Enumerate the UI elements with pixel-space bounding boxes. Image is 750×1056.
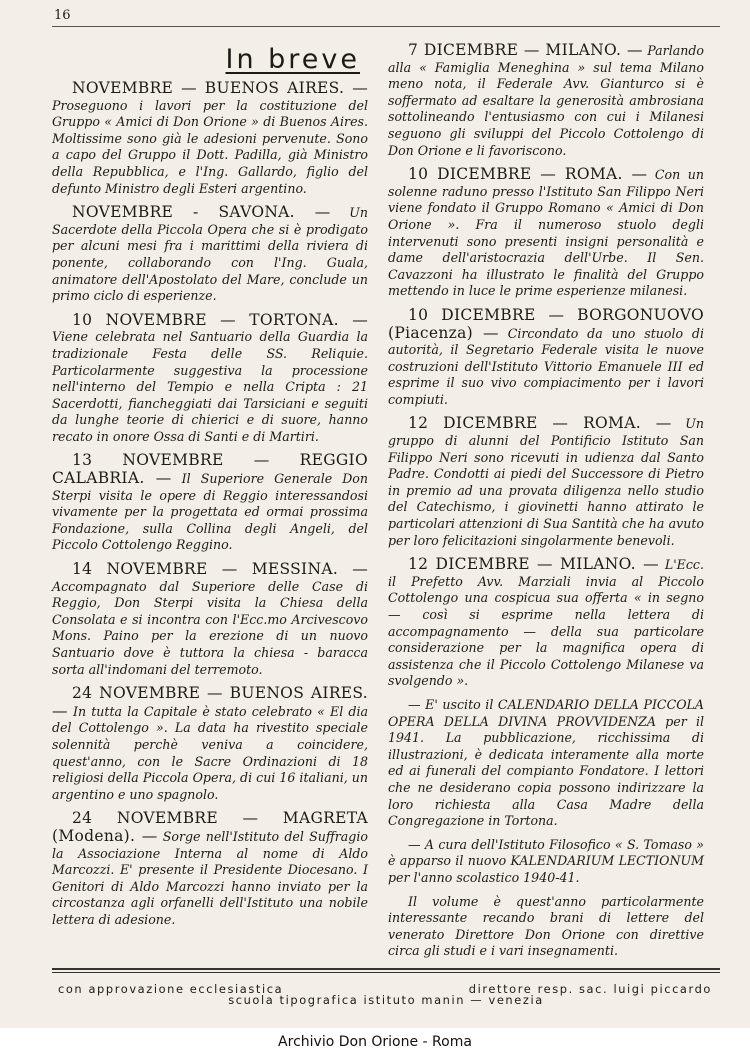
news-item-head: 10 DICEMBRE — ROMA. — xyxy=(408,165,648,184)
news-item-body: Viene celebrata nel Santuario della Guardia la tradizionale Festa delle SS. Reliquie. Particolarmente suggestiva la processione nell'interno del Tempio e nella Cripta : 21 Sacerdotti, fiancheggiati dai Tarsiciani e seguiti da lunghe teorie di chierici e di suore, hanno recato in onore Ossa di Santi e di Martiri. xyxy=(52,329,368,444)
news-item xyxy=(388,837,704,887)
news-item xyxy=(52,312,368,446)
bottom-rule-thin xyxy=(52,972,720,973)
news-item-head: 24 NOVEMBRE — MAGRETA (Modena). — xyxy=(52,809,368,845)
news-item-body: L'Ecc. il Prefetto Avv. Marziali invia al Piccolo Cottolengo una cospicua sua offerta « in segno — così si esprime nella lettera di accompagnamento — della sua particolare considerazione per la magnifica opera di assistenza che il Piccolo Cottolengo Milanese va svolgendo ». xyxy=(388,557,704,689)
page-number: 16 xyxy=(54,8,71,23)
news-item-body: Il Superiore Generale Don Sterpi visita le opere di Reggio interessandosi vivamente per la progettata ed ormai prossima Fondazione, sulla Collina degli Angeli, del Piccolo Cottolengo Reggino. xyxy=(52,471,368,553)
news-item xyxy=(52,80,368,197)
news-item xyxy=(388,697,704,830)
news-item-body: Con un solenne raduno presso l'Istituto San Filippo Neri viene fondato il Gruppo Romano « Amici di Don Orione ». Fra il numeroso stuolo degli intervenuti sono presenti insigni personalità e dame dell'aristocrazia dell'Urbe. Il Sen. Cavazzoni ha illustrato le finalità del Gruppo mettendo in luce le prime esperienze milanesi. xyxy=(388,167,704,299)
news-item xyxy=(388,415,704,549)
news-item xyxy=(388,556,704,690)
news-item-body: Parlando alla « Famiglia Meneghina » sul tema Milano meno nota, il Federale Avv. Gianturco si è soffermato ad esaltare la generosità ambrosiana sottolineando l'entusiasmo con cui i Milanesi seguono gli sviluppi del Piccolo Cottolengo di Don Orione e li favoriscono. xyxy=(388,43,704,158)
news-item-head: 12 DICEMBRE — ROMA. — xyxy=(408,414,672,433)
news-item-body: In tutta la Capitale è stato celebrato « El dia del Cottolengo ». La data ha rivestito speciale solennità perchè veniva a coincidere, quest'anno, con le Sacre Ordinazioni di 18 religiosi della Piccola Opera, di cui 16 italiani, un argentino e uno spagnolo. xyxy=(52,703,368,802)
news-item xyxy=(52,204,368,305)
bottom-rule xyxy=(52,968,720,970)
imprint-printer: scuola tipografica istituto manin — venezia xyxy=(228,993,544,1007)
news-item-body: Il volume è quest'anno particolarmente interessante recando brani di lettere del venerato Direttore Don Orione con direttive circa gli studi e i vari insegnamenti. xyxy=(388,893,704,959)
news-item-body: — A cura dell'Istituto Filosofico « S. Tomaso » è apparso il nuovo KALENDARIUM LECTIONUM per l'anno scolastico 1940-41. xyxy=(388,836,704,885)
news-item xyxy=(52,561,368,678)
news-item-body: Proseguono i lavori per la costituzione del Gruppo « Amici di Don Orione » di Buenos Aires. Moltissime sono già le adesioni pervenute. Sono a capo del Gruppo il Dott. Padilla, già Ministro della Repubblica, e l'Ing. Gallardo, figlio del defunto Ministro degli Esteri argentino. xyxy=(52,97,368,196)
news-item xyxy=(388,166,704,300)
news-item-head: 7 DICEMBRE — MILANO. — xyxy=(408,41,643,59)
right-column xyxy=(388,42,704,967)
news-item-head: 24 NOVEMBRE — BUENOS AIRES. — xyxy=(52,684,368,720)
news-item xyxy=(52,810,368,928)
news-item xyxy=(388,894,704,960)
news-item-head: 14 NOVEMBRE — MESSINA. — xyxy=(72,560,368,579)
news-item-head: 13 NOVEMBRE — REGGIO CALABRIA. — xyxy=(52,451,368,488)
news-item-body: Un gruppo di alunni del Pontificio Istituto San Filippo Neri sono ricevuti in udienza dal Santo Padre. Condotti ai piedi del Successore di Pietro in premio ad una provata diligenza nello studio del Catechismo, i giovinetti hanno attirato le particolari attenzioni di Sua Santità che ha avuto per loro felicitazioni singolarmente benevoli. xyxy=(388,416,704,548)
archive-watermark: Archivio Don Orione - Roma xyxy=(278,1034,472,1050)
news-item-body: Circondato da uno stuolo di autorità, il Segretario Federale visita le nuove costruzioni dell'Istituto Vittorio Emanuele III ed esprime il suo vivo compiacimento per i lavori compiuti. xyxy=(388,325,704,407)
imprint-approval: con approvazione ecclesiastica xyxy=(58,982,284,996)
news-item xyxy=(52,452,368,554)
top-rule xyxy=(52,26,720,27)
news-item xyxy=(52,685,368,803)
news-item-head: NOVEMBRE — BUENOS AIRES. — xyxy=(72,79,368,97)
news-item-body: Sorge nell'Istituto del Suffragio la Associazione Interna al nome di Aldo Marcozzi. E' presente il Presidente Diocesano. I Genitori di Aldo Marcozzi hanno inviato per la circostanza agli orfanelli dell'Istituto una nobile lettera di adesione. xyxy=(52,828,368,927)
news-item-head: 10 NOVEMBRE — TORTONA. — xyxy=(72,310,368,329)
news-item-head: 12 DICEMBRE — MILANO. — xyxy=(408,555,659,574)
section-title: In breve xyxy=(225,44,360,75)
news-item-head: NOVEMBRE - SAVONA. — xyxy=(72,203,331,222)
news-item-body: Un Sacerdote della Piccola Opera che si è prodigato per alcuni mesi fra i marittimi della riviera di ponente, collaborando con l'Ing. Guala, animatore dell'Apostolato del Mare, conclude un primo ciclo di esperienze. xyxy=(52,205,368,304)
news-item-body: — E' uscito il CALENDARIO DELLA PICCOLA OPERA DELLA DIVINA PROVVIDENZA per il 1941. La pubblicazione, ricchissima di illustrazioni, è dedicata interamente alla morte ed ai funerali del compianto Fondatore. I lettori che ne desiderano copia possono indirizzare la loro richiesta alla Casa Madre della Congregazione in Tortona. xyxy=(388,696,704,829)
news-item-head: 10 DICEMBRE — BORGONUOVO (Piacenza) — xyxy=(388,305,704,342)
left-column xyxy=(52,42,368,936)
imprint-director: direttore resp. sac. luigi piccardo xyxy=(468,982,712,996)
news-item-body: Accompagnato dal Superiore delle Case di Reggio, Don Sterpi visita la Chiesa della Consolata e si incontra con l'Ecc.mo Arcivescovo Mons. Paino per la erezione di un nuovo Santuario dove è tuttora la chiesa - baracca sorta all'indomani del terremoto. xyxy=(52,578,368,677)
news-item xyxy=(388,307,704,409)
news-item xyxy=(388,42,704,159)
